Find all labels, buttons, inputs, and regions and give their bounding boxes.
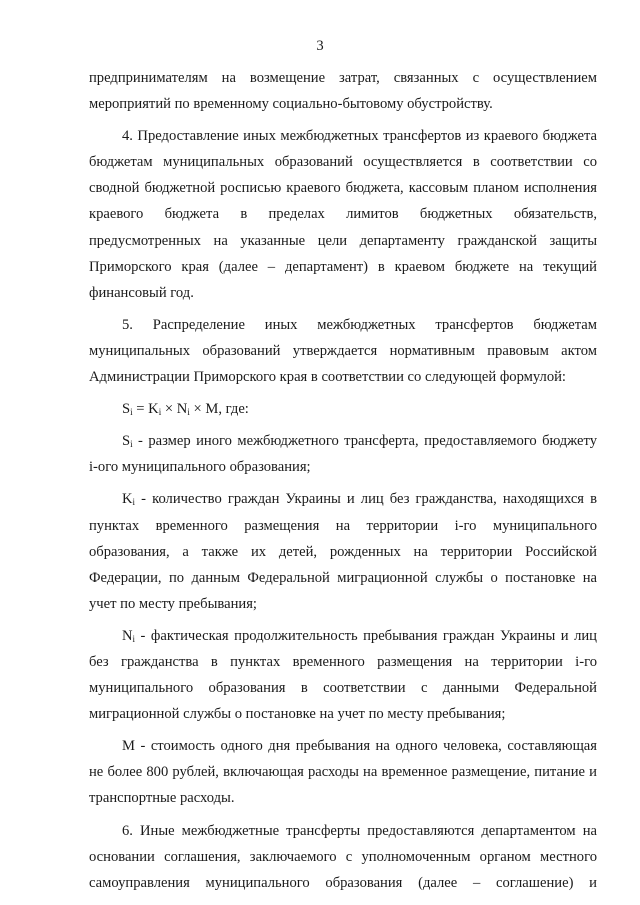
definition-s: $S_i$ - размер иного межбюджетного трансферта, предоставляемого бюджету i-ого муниципального образования; — [89, 433, 597, 476]
formula-n: N — [176, 401, 188, 418]
formula-s: S — [122, 401, 131, 418]
distribution-formula: $S_i = K_i \times N_i \times M$, где: — [122, 401, 249, 418]
formula-m: M — [205, 401, 219, 418]
paragraph-6: 6. Иные межбюджетные трансферты предоставляются департаментом на основании соглашения, заключаемого с уполномоченным органом местного самоуправления муниципального образования (далее – соглашение) и — [89, 822, 597, 891]
definition-k: $K_i$ - количество граждан Украины и лиц без гражданства, находящихся в пунктах временного размещения на территории i-го муниципального образования, а также их детей, рожденных на территории Российской Федерации, по данным Федеральной миграционной службы о постановке на учет по месту пребывания; — [89, 491, 597, 612]
paragraph-5: 5. Распределение иных межбюджетных трансфертов бюджетам муниципальных образований утверждается нормативным правовым актом Администрации Приморского края в соответствии со следующей формулой: — [89, 316, 597, 386]
page-number: 3 — [316, 38, 324, 54]
paragraph-continued: предпринимателям на возмещение затрат, связанных с осуществлением мероприятий по временному социально-бытовому обустройству. — [89, 70, 597, 113]
definition-m: М - стоимость одного дня пребывания на одного человека, составляющая не более 800 рублей, включающая расходы на временное размещение, питание и транспортные расходы. — [89, 738, 597, 807]
formula-k: K — [148, 401, 159, 418]
definition-n: $N_i$ - фактическая продолжительность пребывания граждан Украины и лиц без гражданства в пунктах временного размещения на территории i-го муниципального образования в соответствии с данными Федеральной миграционной службы о постановке на учет по месту пребывания; — [89, 627, 597, 723]
document-body — [89, 65, 597, 896]
paragraph-4: 4. Предоставление иных межбюджетных трансфертов из краевого бюджета бюджетам муниципальных образований осуществляется в соответствии со сводной бюджетной росписью краевого бюджета, кассовым планом исполнения краевого бюджета в пределах лимитов бюджетных обязательств, предусмотренных на указанные цели департаменту гражданской защиты Приморского края (далее – департамент) в краевом бюджете на текущий финансовый год. — [89, 128, 597, 301]
